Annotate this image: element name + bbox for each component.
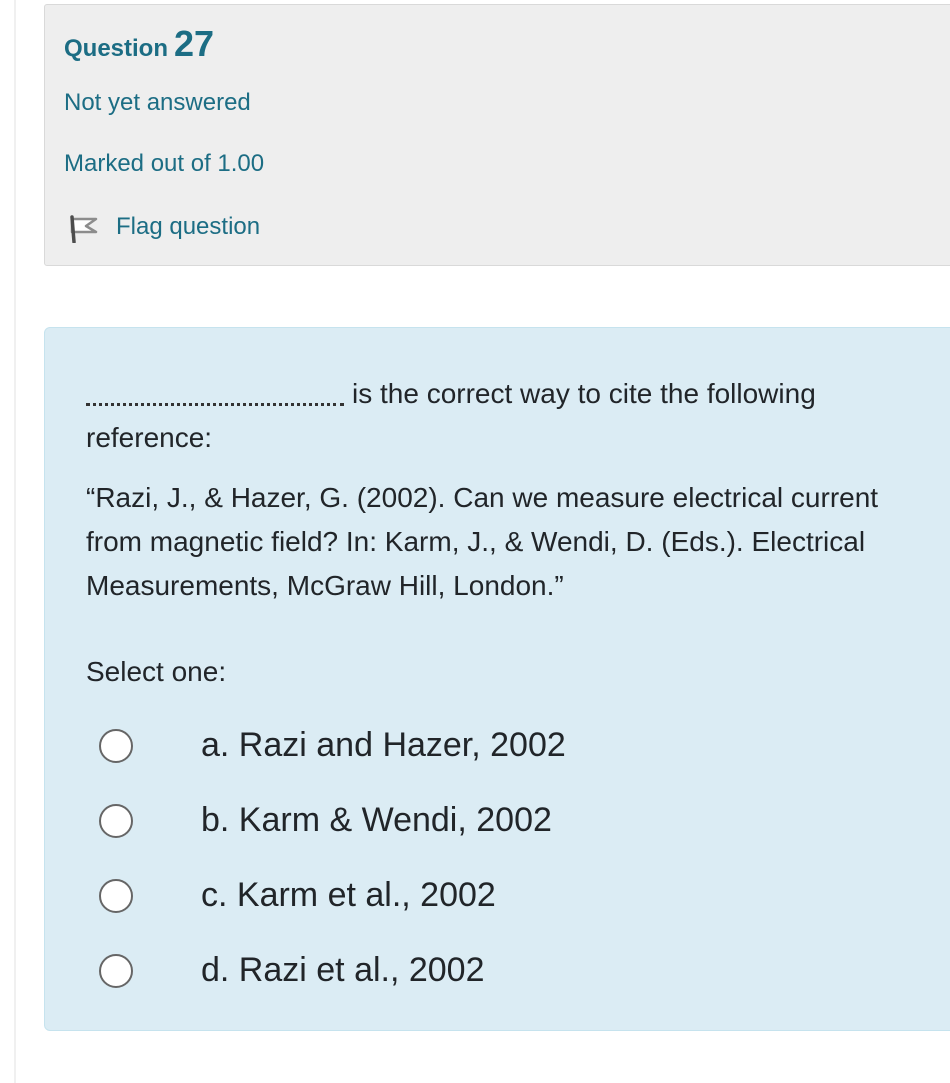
answer-option-b[interactable] — [99, 783, 899, 858]
answer-label[interactable]: b. Karm & Wendi, 2002 — [201, 801, 552, 839]
answer-label[interactable]: d. Razi et al., 2002 — [201, 951, 485, 989]
answer-option-d[interactable] — [99, 933, 899, 1008]
answer-option-a[interactable] — [99, 708, 899, 783]
answer-label[interactable]: c. Karm et al., 2002 — [201, 876, 496, 914]
flag-question-label: Flag question — [116, 213, 261, 240]
question-state: Not yet answered — [64, 89, 251, 116]
answer-label[interactable]: a. Razi and Hazer, 2002 — [201, 726, 566, 764]
radio-button[interactable] — [99, 729, 133, 763]
flag-outline-icon — [64, 211, 98, 243]
question-sentence-text: is the correct way to cite the following reference: — [86, 378, 816, 453]
question-number-value: 27 — [174, 23, 215, 64]
question-number — [64, 23, 214, 65]
question-text — [86, 372, 936, 608]
radio-button[interactable] — [99, 879, 133, 913]
question-content-panel — [44, 327, 950, 1031]
answer-options — [99, 708, 899, 1008]
radio-button[interactable] — [99, 804, 133, 838]
question-info-panel — [44, 4, 950, 266]
question-grade: Marked out of 1.00 — [64, 150, 265, 177]
question-sentence — [86, 372, 936, 460]
answer-blank — [86, 385, 344, 406]
select-one-prompt: Select one: — [86, 656, 227, 687]
flag-question-link[interactable] — [64, 211, 260, 243]
page-left-rule — [14, 0, 16, 1083]
radio-button[interactable] — [99, 954, 133, 988]
reference-text: “Razi, J., & Hazer, G. (2002). Can we measure electrical current from magnetic field? In: Karm, J., & Wendi, D. (Eds.). Electrical Measurements, McGraw Hill, London.” — [86, 482, 879, 601]
question-label: Question — [64, 35, 169, 62]
answer-option-c[interactable] — [99, 858, 899, 933]
